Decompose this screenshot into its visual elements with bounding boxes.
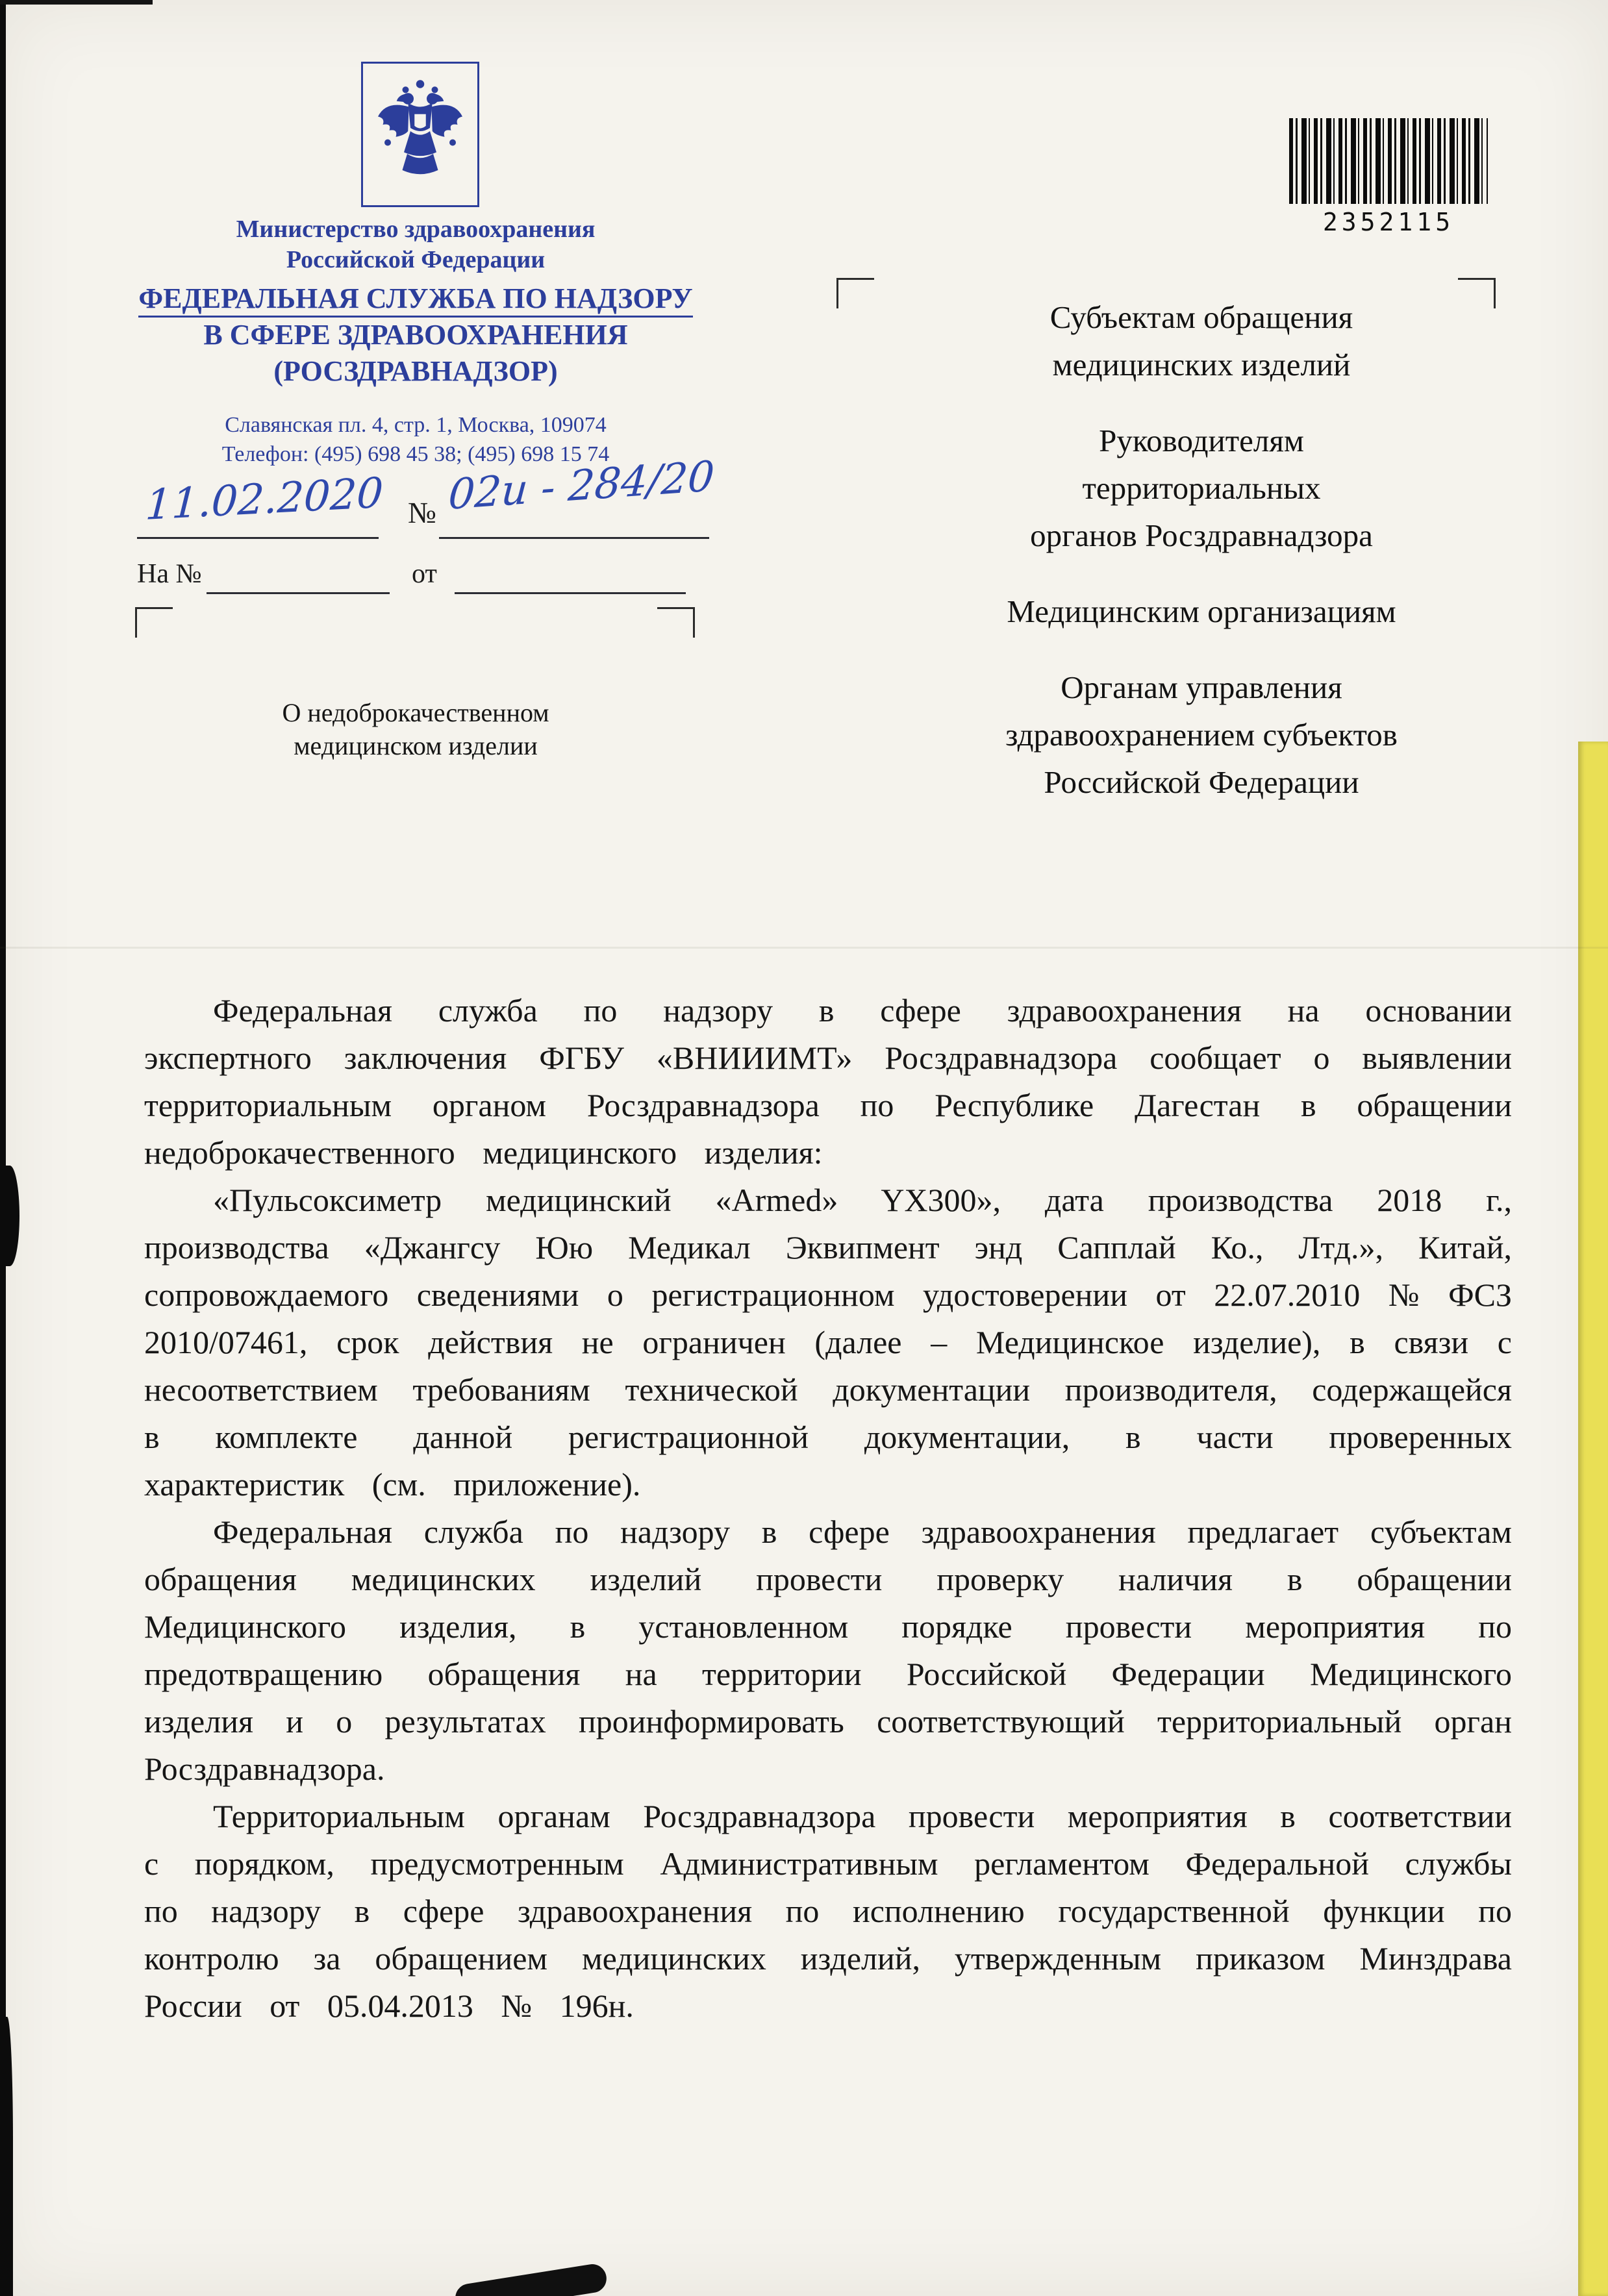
recipient-line: медицинских изделий [1052, 347, 1351, 382]
recipient-line: Российской Федерации [1044, 764, 1359, 800]
letter-body [144, 987, 1512, 2030]
recipient-subjects [909, 293, 1494, 388]
recipient-line: Органам управления [1061, 669, 1342, 705]
scan-edge-left [0, 0, 6, 2296]
incoming-date-underline [455, 592, 686, 594]
yellow-strip [1578, 742, 1608, 2296]
phone-numbers: Телефон: (495) 698 45 38; (495) 698 15 74 [221, 442, 610, 466]
ministry-line-1: Министерство здравоохранения [236, 216, 596, 243]
service-line-1: ФЕДЕРАЛЬНАЯ СЛУЖБА ПО НАДЗОРУ [123, 281, 708, 317]
letter-subject: О недоброкачественном медицинском изделии [282, 698, 549, 760]
fold-line [0, 947, 1608, 949]
double-headed-eagle-icon [371, 74, 469, 195]
scan-edge-bottom-left [0, 2017, 13, 2296]
number-sign-label: № [408, 496, 436, 529]
coat-of-arms-icon [361, 62, 479, 207]
incoming-ref-label: На № [137, 559, 202, 589]
corner-mark [836, 278, 874, 308]
handwritten-date: 11.02.2020 [144, 469, 384, 530]
recipients-block [909, 293, 1494, 834]
letter-body-paragraph: Федеральная служба по надзору в сфере здравоохранения предлагает субъектам обращения медицинских изделий провести проверку наличия в обращении Медицинского изделия, в установленном порядке провести мероприятия по предотвращению обращения на территории Российской Федерации Медицинского изделия и о результатах проинформировать соответствующий территориальный орган Росздравнадзора. [144, 1514, 1512, 1787]
handwritten-number: 02и - 284/20 [447, 452, 716, 519]
number-underline [439, 537, 709, 539]
ministry-name [123, 214, 708, 275]
recipient-heads-of-territorial-bodies [909, 417, 1494, 559]
recipient-line: Субъектам обращения [1049, 299, 1353, 335]
recipient-line: Руководителям [1099, 423, 1304, 458]
recipient-line: Медицинским организациям [1007, 593, 1396, 629]
date-underline [137, 537, 379, 539]
corner-mark [135, 607, 173, 638]
service-name [123, 281, 708, 390]
letter-body-paragraph: Федеральная служба по надзору в сфере здравоохранения на основании экспертного заключения ФГБУ «ВНИИИМТ» Росздравнадзора сообщает о выявлении территориальным органом Росздравнадзора по Республике Дагестан в обращении недоброкачественного медицинского изделия: [144, 992, 1512, 1171]
scan-smudge-bottom [453, 2262, 609, 2296]
service-line-2: В СФЕРЕ ЗДРАВООХРАНЕНИЯ [203, 319, 628, 351]
recipient-line: органов Росздравнадзора [1030, 518, 1373, 553]
recipient-line: здравоохранением субъектов [1005, 717, 1398, 753]
recipient-health-authorities [909, 664, 1494, 806]
barcode-number: 2352115 [1322, 208, 1455, 236]
subject-wrap [123, 696, 708, 762]
scan-edge-blob [0, 1166, 19, 1266]
ministry-line-2: Российской Федерации [286, 246, 546, 273]
postal-address: Славянская пл. 4, стр. 1, Москва, 109074 [225, 413, 607, 437]
recipient-line: территориальных [1082, 470, 1321, 506]
incoming-date-label: от [412, 559, 437, 589]
recipient-medical-organizations [909, 588, 1494, 635]
scan-edge-top [0, 0, 153, 5]
letter-body-paragraph: «Пульсоксиметр медицинский «Armed» YX300», дата производства 2018 г., производства «Джангсу Юю Медикал Эквипмент энд Сапплай Ко., Лтд.», Китай, сопровождаемого сведениями о регистрационном удостоверении от 22.07.2010 № ФСЗ 2010/07461, срок действия не ограничен (далее – Медицинское изделие), в связи с несоответствием требованиям технической документации производителя, содержащейся в комплекте данной регистрационной документации, в части проверенных характеристик (см. приложение). [144, 1182, 1512, 1503]
barcode [1289, 118, 1488, 204]
corner-mark [657, 607, 695, 638]
service-line-3: (РОСЗДРАВНАДЗОР) [273, 355, 558, 387]
incoming-ref-underline [207, 592, 390, 594]
letter-body-paragraph: Территориальным органам Росздравнадзора провести мероприятия в соответствии с порядком, предусмотренным Административным регламентом Федеральной службы по надзору в сфере здравоохранения по исполнению государственной функции по контролю за обращением медицинских изделий, утвержденным приказом Минздрава России от 05.04.2013 № 196н. [144, 1798, 1512, 2024]
